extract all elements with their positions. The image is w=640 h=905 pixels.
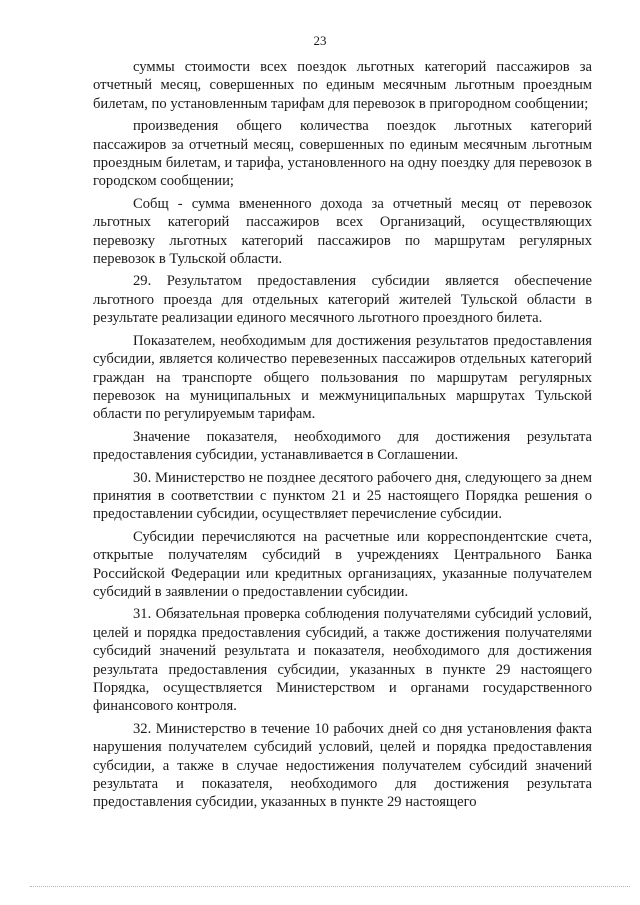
- paragraph-transfer-accounts: Субсидии перечисляются на расчетные или корреспондентские счета, открытые получателям субсидий в учреждениях Центрального Банка Российской Федерации или кредитных организациях, указанные получателем субсидий в заявлении о предоставлении субсидии.: [93, 528, 592, 600]
- paragraph-sum-suburban: суммы стоимости всех поездок льготных категорий пассажиров за отчетный месяц, совершенных по единым месячным льготным проездным билетам, по установленным тарифам для перевозок в пригородном сообщении;: [93, 59, 592, 112]
- paragraph-item-32: 32. Министерство в течение 10 рабочих дней со дня установления факта нарушения получателем субсидий условий, целей и порядка предоставления субсидии, а также в случае недостижения получателем субсидий значений результата и показателя, необходимого для достижения результата предоставления субсидии, указанных в пункте 29 настоящего: [93, 720, 592, 811]
- scan-artifact-line: [30, 886, 630, 888]
- paragraph-item-29: 29. Результатом предоставления субсидии является обеспечение льготного проезда для отдельных категорий жителей Тульской области в результате реализации единого месячного льготного проездного билета.: [93, 273, 592, 327]
- document-body: [93, 58, 592, 812]
- page-number: 23: [313, 33, 327, 48]
- paragraph-product-urban: произведения общего количества поездок льготных категорий пассажиров за отчетный месяц, совершенных по единым месячным льготным проездным билетам, и тарифа, установленного на одну поездку для перевозок в городском сообщении;: [93, 118, 592, 190]
- paragraph-item-30: 30. Министерство не позднее десятого рабочего дня, следующего за днем принятия в соответствии с пунктом 21 и 25 настоящего Порядка решения о предоставлении субсидии, осуществляет перечисление субсидии.: [93, 469, 592, 523]
- paragraph-indicator-value: Значение показателя, необходимого для достижения результата предоставления субсидии, устанавливается в Соглашении.: [93, 428, 592, 464]
- paragraph-item-31: 31. Обязательная проверка соблюдения получателями субсидий условий, целей и порядка предоставления субсидий, а также достижения получателями субсидий значений результата и показателя, необходимого для достижения результата предоставления субсидии, указанных в пункте 29 настоящего Порядка, осуществляется Министерством и органами государственного финансового контроля.: [93, 606, 592, 715]
- paragraph-total-income: Собщ - сумма вмененного дохода за отчетный месяц от перевозок льготных категорий пассажиров всех Организаций, осуществляющих перевозку льготных категорий пассажиров по маршрутам регулярных перевозок в Тульской области.: [93, 195, 592, 268]
- paragraph-indicator: Показателем, необходимым для достижения результатов предоставления субсидии, является количество перевезенных пассажиров отдельных категорий граждан на транспорте общего пользования по маршрутам регулярных перевозок на муниципальных и межмуниципальных маршрутах Тульской области по регулируемым тарифам.: [93, 332, 592, 423]
